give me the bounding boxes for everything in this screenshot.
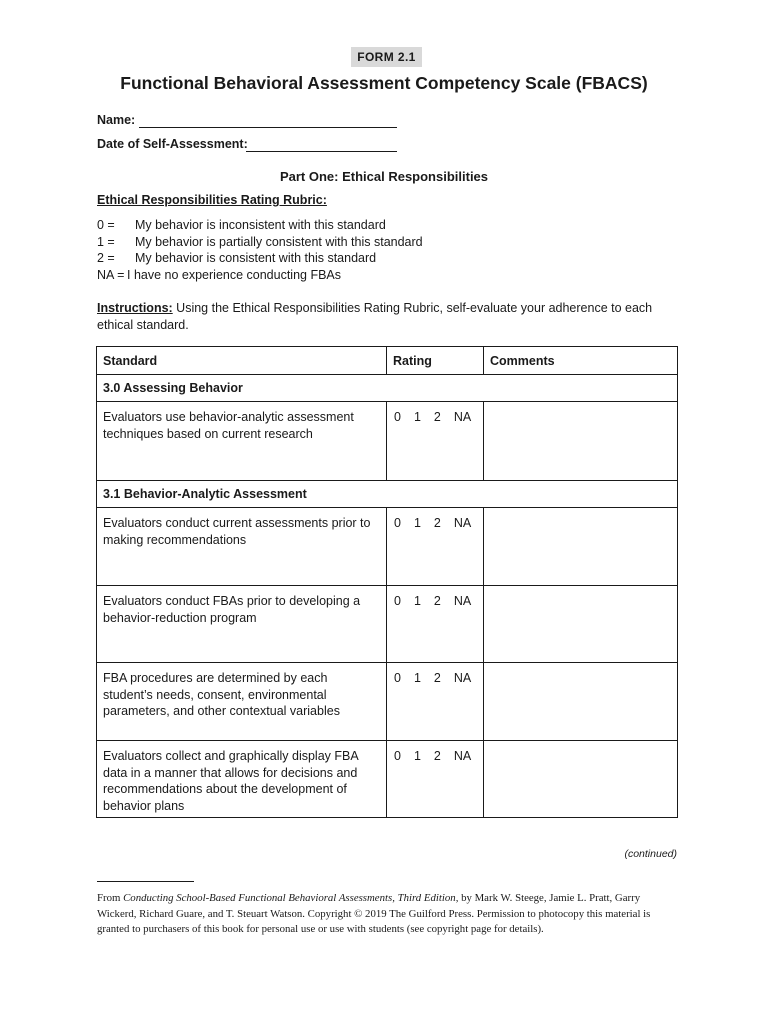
instructions [97, 300, 667, 333]
rating-option[interactable]: 0 [394, 749, 401, 763]
rating-cell[interactable] [387, 508, 484, 586]
rubric-code: 1 = [97, 234, 115, 249]
rating-options [393, 515, 477, 532]
standard-text: Evaluators conduct current assessments prior to making recommendations [97, 508, 387, 586]
rating-option[interactable]: NA [453, 516, 472, 530]
rating-option[interactable]: 2 [433, 671, 441, 685]
comments-column-header: Comments [484, 347, 678, 375]
rating-cell[interactable] [387, 402, 484, 481]
rubric-code: NA = [97, 267, 125, 282]
rating-option[interactable]: 1 [413, 516, 421, 530]
table-row [97, 663, 678, 741]
table-row [97, 741, 678, 818]
rating-options [393, 670, 477, 687]
footnote-text: by Mark W. Steege, Jamie L. Pratt, Garry Wickerd, Richard Guare, and T. Steuart Watson. Copyright © 2019 The Guilford Press. Permission to photocopy this material is granted to purchasers of this book for personal use or use with students (see copyright page for details). [97, 892, 651, 935]
rating-option[interactable]: 1 [413, 749, 421, 763]
copyright-footnote [97, 891, 679, 938]
rating-option[interactable]: 1 [413, 594, 421, 608]
table-row [97, 586, 678, 663]
rating-option[interactable]: 0 [394, 594, 401, 608]
continued-note: (continued) [624, 848, 677, 860]
form-number-badge: FORM 2.1 [351, 47, 422, 67]
instructions-text: Using the Ethical Responsibilities Rating Rubric, self-evaluate your adherence to each ethical standard. [97, 301, 653, 332]
footnote-divider [97, 881, 194, 882]
rating-cell[interactable] [387, 663, 484, 741]
rubric-code: 0 = [97, 218, 115, 232]
rating-option[interactable]: 0 [394, 516, 401, 530]
table-row [97, 402, 678, 481]
rubric-description: I have no experience conducting FBAs [127, 267, 342, 282]
name-label: Name: [97, 113, 136, 127]
rating-cell[interactable] [387, 741, 484, 818]
rating-option[interactable]: NA [453, 671, 472, 685]
rating-option[interactable]: NA [453, 749, 472, 763]
rating-column-header: Rating [387, 347, 484, 375]
standard-text: Evaluators collect and graphically display FBA data in a manner that allows for decisions and recommendations about the development of behavior plans [97, 741, 387, 818]
standard-text: Evaluators conduct FBAs prior to developing a behavior-reduction program [97, 586, 387, 663]
rating-option[interactable]: 0 [394, 410, 401, 424]
section-row [97, 481, 678, 508]
rating-option[interactable]: 1 [413, 410, 421, 424]
comments-cell[interactable] [484, 663, 678, 741]
rating-options [393, 409, 477, 426]
rubric-description: My behavior is inconsistent with this standard [135, 218, 386, 232]
table-header-row [97, 347, 678, 375]
rubric-code: 2 = [97, 251, 115, 265]
form-title: Functional Behavioral Assessment Competency Scale (FBACS) [120, 73, 648, 93]
table-row [97, 508, 678, 586]
rating-options [393, 593, 477, 610]
comments-cell[interactable] [484, 402, 678, 481]
instructions-lead: Instructions: [97, 301, 173, 315]
rubric-description: My behavior is consistent with this standard [135, 251, 377, 265]
rating-option[interactable]: 2 [433, 410, 441, 424]
rating-cell[interactable] [387, 586, 484, 663]
book-title: Conducting School-Based Functional Behavioral Assessments, Third Edition, [123, 892, 459, 904]
date-field-line[interactable] [246, 151, 397, 152]
name-field-line[interactable] [139, 127, 397, 128]
standard-text: Evaluators use behavior-analytic assessment techniques based on current research [97, 402, 387, 481]
rating-option[interactable]: NA [453, 594, 472, 608]
standard-text: FBA procedures are determined by each student’s needs, consent, environmental parameters, and other contextual variables [97, 663, 387, 741]
rubric-description: My behavior is partially consistent with this standard [135, 234, 423, 249]
section-title: 3.0 Assessing Behavior [97, 375, 678, 402]
rating-option[interactable]: 1 [413, 671, 421, 685]
competency-table [96, 346, 678, 818]
rating-options [393, 748, 477, 765]
rating-option[interactable]: NA [453, 410, 472, 424]
rating-option[interactable]: 2 [433, 749, 441, 763]
comments-cell[interactable] [484, 586, 678, 663]
rating-option[interactable]: 2 [433, 594, 441, 608]
footnote-prefix: From [97, 892, 124, 904]
comments-cell[interactable] [484, 741, 678, 818]
rating-option[interactable]: 2 [433, 516, 441, 530]
standard-column-header: Standard [97, 347, 387, 375]
comments-cell[interactable] [484, 508, 678, 586]
rubric-heading: Ethical Responsibilities Rating Rubric: [97, 193, 327, 207]
section-row [97, 375, 678, 402]
section-title: 3.1 Behavior-Analytic Assessment [97, 481, 678, 508]
part-heading: Part One: Ethical Responsibilities [279, 169, 489, 184]
date-of-self-assessment-label: Date of Self-Assessment: [97, 137, 248, 151]
rating-option[interactable]: 0 [394, 671, 401, 685]
